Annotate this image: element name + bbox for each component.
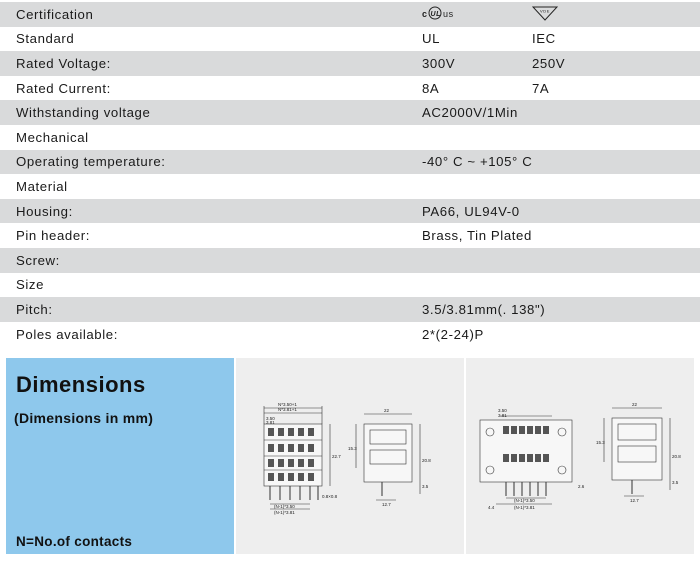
spec-row	[0, 223, 700, 248]
dim-height: 22.7	[332, 454, 341, 459]
dimensions-section	[0, 358, 700, 554]
flange-pitch-b: 3.81	[498, 413, 507, 418]
dimensions-title: Dimensions	[16, 372, 146, 397]
side-pin: 3.5	[422, 484, 429, 489]
spec-value-ul: 2*(2-24)P	[422, 326, 484, 342]
spec-label: Size	[16, 277, 45, 293]
flange-pitch-a: 3.50	[498, 408, 507, 413]
spec-label: Pin header:	[16, 228, 91, 244]
spec-value-ul: 8A	[422, 80, 440, 96]
spec-row	[0, 150, 700, 175]
svg-text:c: c	[422, 8, 428, 19]
spec-value-ul: UL	[422, 31, 441, 47]
spec-value-iec	[532, 5, 682, 24]
spec-value-ul: -40° C ~ +105° C	[422, 154, 533, 170]
spec-value-ul: 300V	[422, 55, 456, 71]
spec-row	[0, 125, 700, 150]
flange-side-dim: 2.6	[578, 484, 585, 489]
dim-bottom-1: (N-1)*3.50	[274, 504, 295, 509]
spec-row	[0, 2, 700, 27]
spec-row	[0, 76, 700, 101]
spec-label: Screw:	[16, 252, 60, 268]
dim-pitch-a: 3.50	[266, 416, 275, 421]
spec-row	[0, 51, 700, 76]
spec-label: Housing:	[16, 203, 73, 219]
spec-row	[0, 27, 700, 52]
dimensions-subtitle: (Dimensions in mm)	[14, 410, 154, 426]
flange-side-height-2: 20.8	[672, 454, 681, 459]
flange-bottom-2: 4.4	[488, 505, 495, 510]
side-bottom: 12.7	[382, 502, 391, 507]
spec-label: Certification	[16, 6, 94, 22]
dimensions-title-box	[6, 358, 234, 554]
contacts-note: N=No.of contacts	[16, 534, 133, 549]
technical-drawing-2	[466, 358, 694, 554]
svg-text:us: us	[443, 8, 454, 19]
flange-bottom-1: (N-1)*3.50	[514, 498, 535, 503]
dim-bottom-2: (N-1)*3.81	[274, 510, 295, 515]
spec-label: Standard	[16, 31, 75, 47]
spec-value-iec: 250V	[532, 55, 566, 71]
side-height-1: 15.3	[348, 446, 357, 451]
spec-value-ul: PA66, UL94V-0	[422, 203, 520, 219]
flange-side-width: 22	[632, 402, 638, 407]
dim-pitch-b: 3.81	[266, 420, 275, 425]
svg-text:UL: UL	[430, 10, 442, 18]
flange-side-pin: 3.5	[672, 480, 679, 485]
spec-row	[0, 100, 700, 125]
dim-top-2: N*3.81+1	[278, 407, 297, 412]
spec-row	[0, 248, 700, 273]
spec-label: Poles available:	[16, 326, 118, 342]
side-height-2: 20.8	[422, 458, 431, 463]
spec-label: Pitch:	[16, 301, 53, 317]
flange-bottom-3: (N-1)*3.81	[514, 505, 535, 510]
spec-row	[0, 199, 700, 224]
side-width: 22	[384, 408, 390, 413]
flange-side-bottom: 12.7	[630, 498, 639, 503]
spec-label: Material	[16, 178, 68, 194]
spec-label: Withstanding voltage	[16, 105, 151, 121]
dim-pin: 0.8×0.8	[322, 494, 338, 499]
spec-value-ul: AC2000V/1Min	[422, 105, 518, 121]
spec-row	[0, 322, 700, 347]
spec-value-ul: 3.5/3.81mm(. 138")	[422, 301, 546, 317]
spec-value-iec: 7A	[532, 80, 550, 96]
spec-label: Rated Voltage:	[16, 55, 111, 71]
dim-top-1: N*3.50+1	[278, 402, 297, 407]
spec-row	[0, 174, 700, 199]
svg-text:VDE: VDE	[540, 8, 551, 14]
spec-table	[0, 2, 700, 346]
spec-label: Operating temperature:	[16, 154, 166, 170]
vde-mark-icon	[532, 5, 558, 21]
drawing-panel-front	[236, 358, 464, 554]
spec-value-ul: Brass, Tin Plated	[422, 228, 532, 244]
spec-label: Rated Current:	[16, 80, 111, 96]
flange-side-height-1: 15.3	[596, 440, 605, 445]
spec-value-iec: IEC	[532, 31, 556, 47]
spec-row	[0, 297, 700, 322]
technical-drawing-1	[236, 358, 464, 554]
cul-us-mark-icon	[422, 6, 466, 20]
spec-value-ul	[422, 6, 532, 23]
spec-label: Mechanical	[16, 129, 89, 145]
drawing-panel-flange	[466, 358, 694, 554]
spec-row	[0, 273, 700, 298]
